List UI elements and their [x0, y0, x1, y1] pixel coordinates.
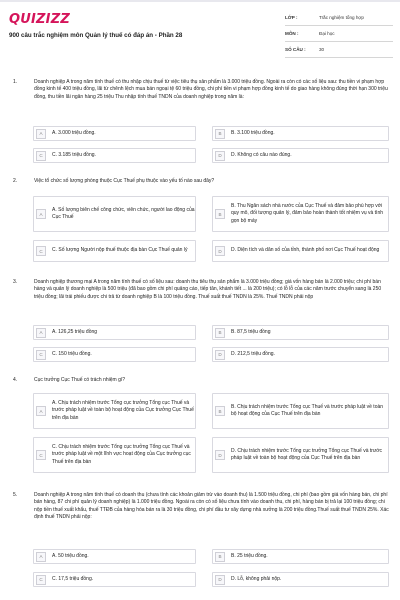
option-letter: C — [36, 575, 46, 585]
option-a[interactable] — [33, 325, 196, 340]
option-letter: B — [215, 406, 225, 416]
option-a[interactable] — [33, 196, 196, 232]
question-number: 4. — [13, 377, 18, 383]
meta-row-question-count — [285, 42, 393, 58]
document-header — [0, 0, 400, 62]
option-b[interactable] — [212, 393, 389, 429]
option-b[interactable] — [212, 549, 389, 564]
option-letter: C — [36, 450, 46, 460]
question-number: 5. — [13, 492, 18, 498]
option-d[interactable] — [212, 347, 389, 362]
meta-value: Đại học — [319, 31, 335, 36]
option-b[interactable] — [212, 126, 389, 141]
option-text: D. Diện tích và dân số của tỉnh, thành phố nơi Cục Thuế hoạt động — [231, 247, 380, 254]
option-text: A. Chịu trách nhiệm trước Tổng cục trưởng Tổng cục Thuế và trước pháp luật về toàn bộ hoạt động của Cục trưởng Cục Thuế trên địa bàn — [52, 400, 194, 421]
option-a[interactable] — [33, 126, 196, 141]
option-letter: A — [36, 552, 46, 562]
option-c[interactable] — [33, 240, 196, 262]
question-text: Doanh nghiệp thương mại A trong năm tính thuế có số liệu sau: doanh thu tiêu thụ sản phẩm là 3.000 triệu đồng; giá vốn hàng bán là 2.000 triệu; chi phí bán hàng và quản lý doanh nghiệp là 500 triệu (đã bao gồm chi phí quảng cáo, tiếp tân, khánh tiết ... là 200 triệu); có lỗ lỗ của các năm trước chuyển sang là 250 triệu đồng; lãi trái phiếu được chi trả từ doanh nghiệp B là 100 triệu đồng. Thuế suất thuế TNDN là 25%. Thuế TNDN phải nộp — [34, 279, 382, 300]
option-text: B. Thu Ngân sách nhà nước của Cục Thuế và đảm bảo phù hợp với quy mô, đối tượng quản lý, đảm bảo hoàn thành tốt nhiệm vụ và tình gọn bộ máy — [231, 203, 383, 224]
option-text: A. 50 triệu đồng. — [52, 552, 89, 559]
meta-key: LỚP : — [285, 15, 298, 20]
option-text: A. 126,25 triệu đồng — [52, 328, 98, 335]
option-letter: A — [36, 406, 46, 416]
option-letter: D — [215, 350, 225, 360]
question-number: 3. — [13, 279, 18, 285]
option-letter: A — [36, 328, 46, 338]
option-c[interactable] — [33, 572, 196, 587]
question-number: 2. — [13, 178, 18, 184]
option-text: C. 150 triệu đồng. — [52, 350, 92, 357]
option-letter: D — [215, 151, 225, 161]
option-c[interactable] — [33, 347, 196, 362]
option-letter: B — [215, 209, 225, 219]
option-letter: D — [215, 575, 225, 585]
option-text: A. Số lượng biên chế công chức, viên chức, người lao động của Cục Thuế — [52, 206, 195, 220]
option-text: D. Không có câu nào đúng. — [231, 151, 292, 158]
meta-table — [285, 10, 393, 58]
meta-key: MÔN : — [285, 31, 299, 36]
option-text: C. 17,5 triệu đồng. — [52, 575, 94, 582]
option-b[interactable] — [212, 196, 389, 232]
option-letter: B — [215, 129, 225, 139]
option-text: D. Lỗ, không phải nộp. — [231, 575, 282, 582]
option-letter: D — [215, 450, 225, 460]
option-text: B. 3.100 triệu đồng. — [231, 129, 275, 136]
option-letter: B — [215, 552, 225, 562]
question-text: Việc tổ chức số lượng phòng thuộc Cục Thuế phụ thuộc vào yếu tố nào sau đây? — [34, 178, 215, 184]
meta-row-class — [285, 10, 393, 26]
option-text: A. 3.000 triệu đồng. — [52, 129, 96, 136]
option-letter: C — [36, 350, 46, 360]
meta-row-subject — [285, 26, 393, 42]
option-text: C. Chịu trách nhiệm trước Tổng cục trưởng Tổng cục Thuế và trước pháp luật về một lĩnh vực hoạt động của Cục trưởng cục Thuế trên địa bàn — [52, 444, 191, 465]
question-text: Cục trưởng Cục Thuế có trách nhiệm gì? — [34, 377, 126, 383]
option-letter: A — [36, 129, 46, 139]
option-text: C. 3.185 triệu đồng. — [52, 151, 96, 158]
option-d[interactable] — [212, 437, 389, 473]
meta-value: 30 — [319, 47, 325, 52]
option-text: D. Chịu trách nhiệm trước Tổng cục trưởng Tổng cục Thuế và trước pháp luật về toàn bộ hoạt động của Cục Thuế trên địa bàn — [231, 447, 383, 461]
option-a[interactable] — [33, 549, 196, 564]
option-a[interactable] — [33, 393, 196, 429]
option-d[interactable] — [212, 148, 389, 163]
document-title: 900 câu trắc nghiệm môn Quản lý thuế có đáp án - Phần 28 — [9, 32, 183, 39]
option-text: C. Số lượng Người nộp thuế thuộc địa bàn Cục Thuế quản lý — [52, 247, 188, 254]
question-text: Doanh nghiệp A trong năm tính thuế có doanh thu (chưa tính các khoản giảm trừ vào doanh thu) là 1.500 triệu đồng, chi phí (bao gồm giá vốn hàng bán, chi phí bán hàng, 87 chi phí quản lý doanh nghiệp) là 1.000 triệu đồng. Ngoài ra còn có số liệu chưa tính vào doanh thu, chi phí, hàng bán bị trả lại 100 triệu đồng; chi nộp tiền thuế xuất khẩu, thuế TTĐB của hàng hóa bán ra là 30 triệu đồng, chi phí đầu tư xây dựng nhà xưởng là 200 triệu đồng.Thuế suất thuế TNDN 25%. Xác định thuế TNDN phải nộp: — [34, 492, 389, 521]
option-text: B. 87,5 triệu đồng — [231, 328, 271, 335]
question-text: Doanh nghiệp A trong năm tính thuế có thu nhập chịu thuế từ việc tiêu thụ sản phẩm là 3.000 triệu đồng. Ngoài ra còn có các số liệu sau: thu tiền vi phạm hợp đồng kinh tế 400 triệu đồng, lãi từ chênh lệch mua bán ngoại tệ 60 triệu đồng, chi phí tiền vi phạm hợp đồng kinh tế do giao hàng không đúng thời hạn 300 triệu đồng, thu tiền lãi ngân hàng 25 triệu Thu nhập tính thuế TNDN của doanh nghiệp trong năm là: — [34, 79, 388, 100]
option-letter: A — [36, 209, 46, 219]
option-text: B. 25 triệu đồng. — [231, 552, 268, 559]
option-d[interactable] — [212, 572, 389, 587]
option-letter: C — [36, 246, 46, 256]
option-c[interactable] — [33, 148, 196, 163]
meta-value: Trắc nghiệm tổng hợp — [319, 15, 364, 20]
option-b[interactable] — [212, 325, 389, 340]
meta-key: SỐ CÂU : — [285, 47, 306, 52]
option-letter: B — [215, 328, 225, 338]
option-text: D. 212,5 triệu đồng. — [231, 350, 275, 357]
quizizz-logo: QUIZIZZ — [9, 12, 70, 27]
option-d[interactable] — [212, 240, 389, 262]
option-c[interactable] — [33, 437, 196, 473]
question-number: 1. — [13, 79, 18, 85]
option-letter: C — [36, 151, 46, 161]
option-letter: D — [215, 246, 225, 256]
option-text: B. Chịu trách nhiệm trước Tổng cục Thuế và trước pháp luật về toàn bộ hoạt động của Cục Thuế trên địa bàn — [231, 403, 384, 417]
